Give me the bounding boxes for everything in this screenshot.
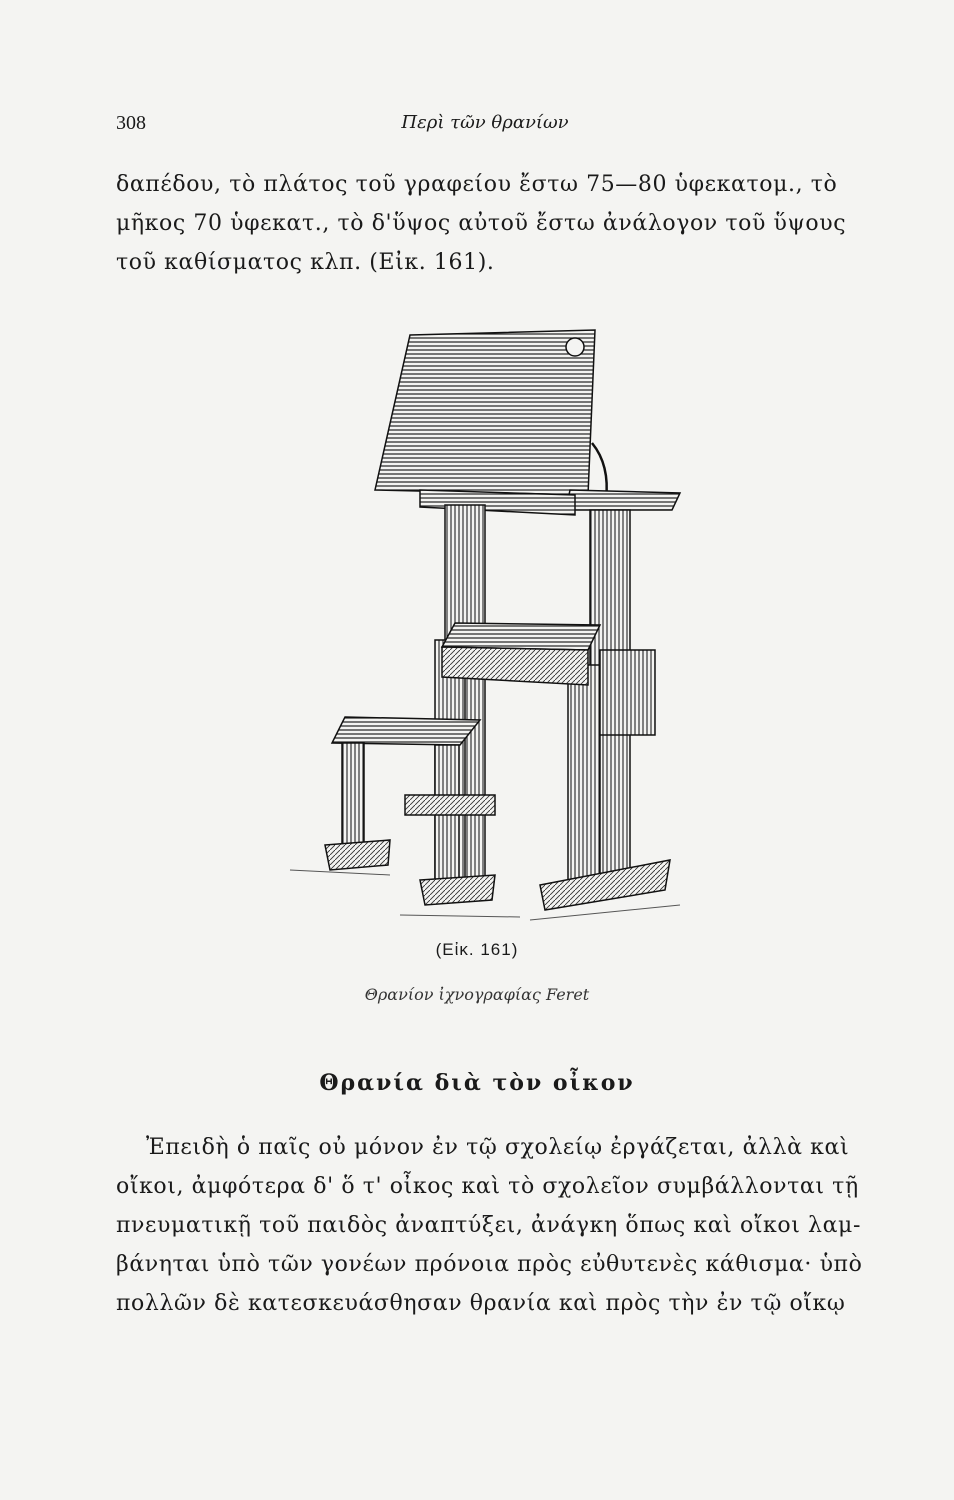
text-line: πνευματικῇ τοῦ παιδὸς ἀναπτύξει, ἀνάγκη ὅπως καὶ οἴκοι λαμ- — [116, 1213, 861, 1238]
figure-caption: Θρανίον ἰχνογραφίας Feret — [364, 985, 590, 1004]
running-head — [116, 112, 854, 138]
section-heading: Θρανία διὰ τὸν οἶκον — [319, 1070, 635, 1096]
text-line: οἴκοι, ἀμφότερα δ' ὅ τ' οἶκος καὶ τὸ σχολεῖον συμβάλλονται τῇ — [116, 1174, 859, 1199]
text-line: τοῦ καθίσματος κλπ. (Εἰκ. 161). — [116, 250, 495, 275]
paragraph-bottom — [116, 1128, 863, 1323]
paragraph-top — [116, 165, 847, 282]
figure-label: (Εἰκ. 161) — [435, 940, 519, 959]
page-number: 308 — [116, 112, 146, 134]
text-line: μῆκος 70 ὑφεκατ., τὸ δ'ὕψος αὐτοῦ ἔστω ἀνάλογον τοῦ ὕψους — [116, 211, 847, 236]
running-title: Περὶ τῶν θρανίων — [401, 112, 569, 133]
text-line: Ἐπειδὴ ὁ παῖς οὐ μόνον ἐν τῷ σχολείῳ ἐργάζεται, ἀλλὰ καὶ — [146, 1135, 850, 1160]
text-line: πολλῶν δὲ κατεσκευάσθησαν θρανία καὶ πρὸς τὴν ἐν τῷ οἴκῳ — [116, 1291, 846, 1316]
text-line: βάνηται ὑπὸ τῶν γονέων πρόνοια πρὸς εὐθυτενὲς κάθισμα· ὑπὸ — [116, 1252, 863, 1277]
text-line: δαπέδου, τὸ πλάτος τοῦ γραφείου ἔστω 75—80 ὑφεκατομ., τὸ — [116, 172, 838, 197]
school-desk-engraving — [270, 325, 690, 925]
